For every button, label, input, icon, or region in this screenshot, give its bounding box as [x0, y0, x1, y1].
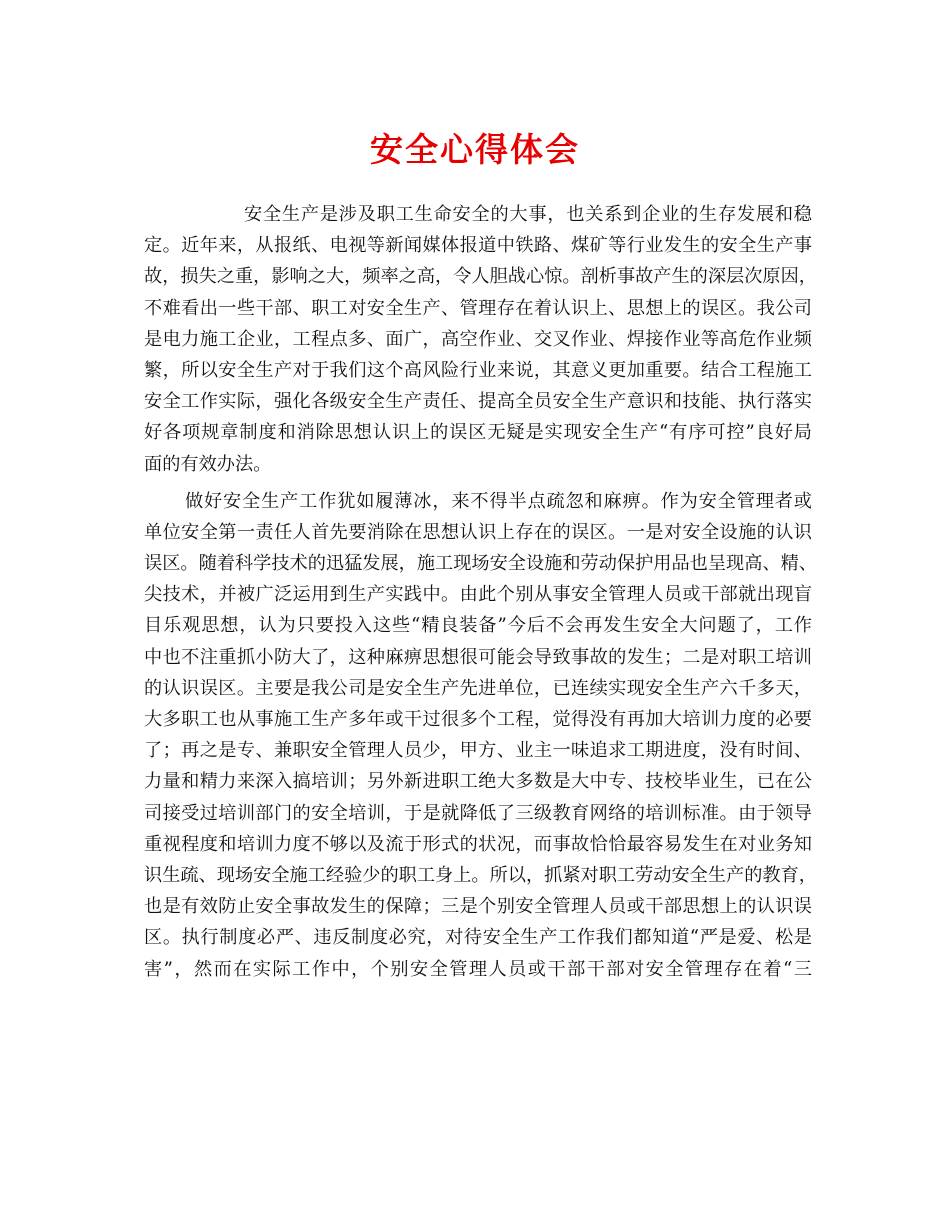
text-line: 重视程度和培训力度不够以及流于形式的状况，而事故恰恰最容易发生在对业务知: [144, 833, 812, 855]
paragraph: [144, 199, 817, 480]
text-line: 识生疏、现场安全施工经验少的职工身上。所以，抓紧对职工劳动安全生产的教育，: [144, 864, 817, 886]
text-line: 误区。随着科学技术的迅猛发展，施工现场安全设施和劳动保护用品也呈现高、精、: [144, 553, 817, 575]
text-line: 故，损失之重，影响之大，频率之高，令人胆战心惊。剖析事故产生的深层次原因，: [144, 266, 817, 288]
text-line: 的认识误区。主要是我公司是安全生产先进单位，已连续实现安全生产六千多天，: [144, 677, 812, 699]
text-line: 力量和精力来深入搞培训；另外新进职工绝大多数是大中专、技校毕业生，已在公: [144, 771, 812, 793]
text-line: 是电力施工企业，工程点多、面广，高空作业、交叉作业、焊接作业等高危作业频: [144, 328, 812, 350]
text-line: 害”，然而在实际工作中，个别安全管理人员或干部干部对安全管理存在着“三: [144, 958, 812, 980]
text-line: 目乐观思想，认为只要投入这些“精良装备”今后不会再发生安全大问题了，工作: [144, 615, 812, 637]
page-title: 安全心得体会: [370, 130, 580, 169]
text-line: 单位安全第一责任人首先要消除在思想认识上存在的误区。一是对安全设施的认识: [144, 521, 812, 543]
text-line: 也是有效防止安全事故发生的保障；三是个别安全管理人员或干部思想上的认识误: [144, 896, 812, 918]
text-line: 好各项规章制度和消除思想认识上的误区无疑是实现安全生产“有序可控”良好局: [144, 422, 812, 444]
text-line: 定。近年来，从报纸、电视等新闻媒体报道中铁路、煤矿等行业发生的安全生产事: [144, 235, 812, 257]
paragraph: [144, 486, 817, 985]
text-line: 大多职工也从事施工生产多年或干过很多个工程，觉得没有再加大培训力度的必要: [144, 709, 812, 730]
text-line: 尖技术，并被广泛运用到生产实践中。由此个别从事安全管理人员或干部就出现盲: [144, 584, 812, 606]
text-line: 不难看出一些干部、职工对安全生产、管理存在着认识上、思想上的误区。我公司: [144, 297, 812, 319]
document-body: [144, 199, 817, 985]
text-line: 安全生产是涉及职工生命安全的大事，也关系到企业的生存发展和稳: [244, 204, 812, 225]
text-line: 做好安全生产工作犹如履薄冰，来不得半点疏忽和麻痹。作为安全管理者或: [185, 490, 812, 512]
text-line: 了；再之是专、兼职安全管理人员少，甲方、业主一味追求工期进度，没有时间、: [144, 740, 812, 762]
text-line: 司接受过培训部门的安全培训，于是就降低了三级教育网络的培训标准。由于领导: [144, 802, 812, 824]
text-line: 面的有效办法。: [144, 453, 272, 475]
text-line: 区。执行制度必严、违反制度必究，对待安全生产工作我们都知道“严是爱、松是: [144, 927, 812, 949]
text-line: 繁，所以安全生产对于我们这个高风险行业来说，其意义更加重要。结合工程施工: [144, 359, 812, 381]
text-line: 中也不注重抓小防大了，这种麻痹思想很可能会导致事故的发生；二是对职工培训: [144, 646, 812, 668]
text-line: 安全工作实际，强化各级安全生产责任、提高全员安全生产意识和技能、执行落实: [144, 391, 812, 413]
